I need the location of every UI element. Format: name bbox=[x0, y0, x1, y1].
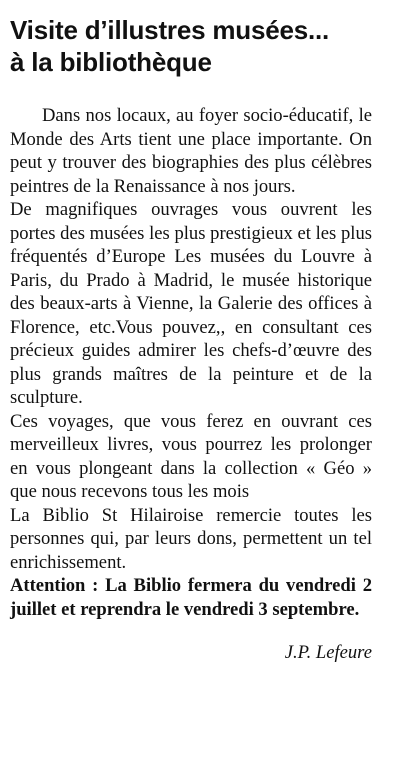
closing-notice: Attention : La Biblio fermera du vendredi 2 juillet et reprendra le vendredi 3 septembre. bbox=[10, 575, 372, 620]
headline-line-2: à la bibliothèque bbox=[10, 47, 212, 77]
article-headline bbox=[10, 14, 372, 78]
author-signature: J.P. Lefeure bbox=[284, 642, 372, 663]
article bbox=[10, 14, 372, 665]
headline-line-1: Visite d’illustres musées... bbox=[10, 15, 330, 45]
paragraph-voyages: Ces voyages, que vous ferez en ouvrant ces merveilleux livres, vous pourrez les prolonger en vous plongeant dans la collection « Géo » que nous recevons tous les mois bbox=[10, 410, 372, 502]
article-body bbox=[10, 104, 372, 621]
paragraph-intro: Dans nos locaux, au foyer socio-éducatif, le Monde des Arts tient une place importante. On peut y trouver des biographies des plus célèbres peintres de la Renaissance à nos jours. bbox=[10, 105, 372, 197]
paragraph-thanks: La Biblio St Hilairoise remercie toutes les personnes qui, par leurs dons, permettent un tel enrichissement. bbox=[10, 504, 372, 573]
paragraph-museums: De magnifiques ouvrages vous ouvrent les portes des musées les plus prestigieux et les plus fréquentés d’Europe Les musées du Louvre à Paris, du Prado à Madrid, le musée historique des beaux-arts à Vienne, la Galerie des offices à Florence, etc.Vous pouvez,, en consultant ces précieux guides admirer les chefs-d’œuvre des plus grands maîtres de la peinture et de la sculpture. bbox=[10, 199, 372, 408]
